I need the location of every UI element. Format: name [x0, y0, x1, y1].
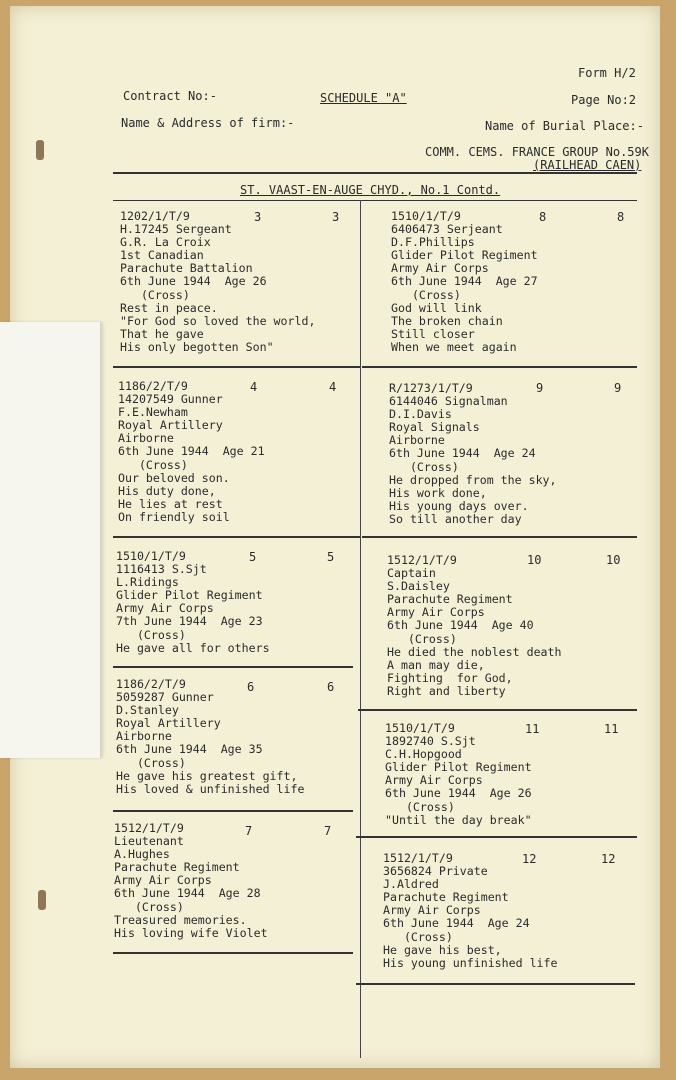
entry-line: 6th June 1944 Age 24: [383, 916, 530, 931]
grave-number: 6: [327, 680, 335, 694]
entry-line: (Cross): [389, 459, 459, 474]
entry-line: Army Air Corps: [387, 605, 485, 620]
entry-line: Glider Pilot Regiment: [391, 248, 538, 263]
entry-line: D.Stanley: [116, 703, 179, 718]
grave-number: 4: [329, 380, 337, 394]
entry-separator: [113, 536, 360, 538]
entry-line: 6th June 1944 Age 24: [389, 446, 536, 461]
entry-line: 1892740 S.Sjt: [385, 734, 476, 749]
entry-line: H.17245 Sergeant: [120, 222, 232, 237]
burial-entry: [114, 822, 268, 940]
grave-number: 10: [527, 553, 542, 567]
entry-line: 5059287 Gunner: [116, 690, 214, 705]
entry-line: Royal Signals: [389, 420, 480, 435]
entry-line: The broken chain: [391, 313, 503, 328]
entry-line: 6th June 1944 Age 26: [385, 786, 532, 801]
burial-entry: [389, 382, 557, 526]
entry-line: Rest in peace.: [120, 300, 218, 315]
schedule-title: SCHEDULE "A": [320, 91, 407, 105]
grave-number: 9: [536, 381, 544, 395]
entry-line: 6406473 Serjeant: [391, 222, 503, 237]
entry-line: His duty done,: [118, 483, 216, 498]
entry-line: Glider Pilot Regiment: [385, 760, 532, 775]
grave-number: 5: [249, 550, 257, 564]
entry-reference: 1186/2/T/9: [116, 677, 186, 691]
cemetery-title: ST. VAAST-EN-AUGE CHYD., No.1 Contd.: [240, 183, 501, 197]
entry-line: Royal Artillery: [116, 716, 221, 731]
entry-line: He dropped from the sky,: [389, 472, 557, 487]
burial-place-label: Name of Burial Place:-: [485, 119, 644, 133]
entry-line: (Cross): [118, 457, 188, 472]
grave-number: 5: [327, 550, 335, 564]
entry-line: F.E.Newham: [118, 405, 188, 420]
entry-line: He lies at rest: [118, 496, 223, 511]
entry-line: D.I.Davis: [389, 407, 452, 422]
entry-separator: [113, 952, 353, 954]
grave-number: 4: [250, 380, 258, 394]
entry-line: Captain: [387, 566, 436, 581]
entry-line: D.F.Phillips: [391, 235, 475, 250]
overlapping-paper-slip: [0, 322, 101, 758]
entry-line: Treasured memories.: [114, 912, 247, 927]
entry-reference: 1186/2/T/9: [118, 379, 188, 393]
grave-number: 7: [245, 824, 253, 838]
burial-entry: [116, 550, 270, 655]
page-number: Page No:2: [571, 93, 637, 107]
grave-number: 12: [522, 852, 537, 866]
entry-line: Royal Artillery: [118, 418, 223, 433]
entry-line: 6144046 Signalman: [389, 394, 508, 409]
entry-line: (Cross): [385, 799, 455, 814]
grave-number: 11: [604, 722, 619, 736]
entry-reference: 1512/1/T/9: [383, 851, 453, 865]
entry-line: Army Air Corps: [114, 873, 212, 888]
entry-reference: 1510/1/T/9: [116, 549, 186, 563]
entry-line: "For God so loved the world,: [120, 313, 316, 328]
grave-number: 12: [601, 852, 616, 866]
entry-line: 3656824 Private: [383, 864, 488, 879]
grave-number: 3: [254, 210, 262, 224]
entry-line: (Cross): [391, 287, 461, 302]
entry-reference: 1510/1/T/9: [391, 209, 461, 223]
grave-number: 7: [324, 824, 332, 838]
entry-line: (Cross): [114, 899, 184, 914]
punch-hole: [36, 140, 44, 160]
entry-line: Our beloved son.: [118, 470, 230, 485]
grave-number: 8: [617, 210, 625, 224]
entry-line: (Cross): [387, 631, 457, 646]
contract-label: Contract No:-: [123, 89, 217, 103]
entry-line: S.Daisley: [387, 579, 450, 594]
entry-line: Army Air Corps: [391, 261, 489, 276]
grave-number: 3: [332, 210, 340, 224]
burial-entry: [383, 852, 558, 970]
grave-number: 9: [614, 381, 622, 395]
entry-line: His young days over.: [389, 498, 529, 513]
header-rule: [113, 172, 637, 174]
grave-number: 10: [606, 553, 621, 567]
entry-line: G.R. La Croix: [120, 235, 211, 250]
entry-line: L.Ridings: [116, 575, 179, 590]
grave-number: 6: [247, 680, 255, 694]
entry-separator: [362, 366, 637, 368]
entry-line: He gave all for others: [116, 640, 270, 655]
entry-line: On friendly soil: [118, 509, 230, 524]
entry-line: Glider Pilot Regiment: [116, 588, 263, 603]
entry-line: 14207549 Gunner: [118, 392, 223, 407]
entry-line: So till another day: [389, 511, 522, 526]
entry-line: His work done,: [389, 485, 487, 500]
entry-line: 6th June 1944 Age 21: [118, 444, 265, 459]
entry-line: A.Hughes: [114, 847, 170, 862]
entry-line: His only begotten Son": [120, 339, 274, 354]
entry-reference: R/1273/1/T/9: [389, 381, 473, 395]
entry-line: That he gave: [120, 326, 204, 341]
burial-entry: [120, 210, 315, 354]
burial-entry: [118, 380, 265, 524]
entry-line: Parachute Regiment: [387, 592, 513, 607]
entry-separator: [356, 983, 635, 985]
entry-reference: 1512/1/T/9: [114, 821, 184, 835]
entry-line: He died the noblest death: [387, 644, 562, 659]
punch-hole: [38, 890, 46, 910]
entry-line: Still closer: [391, 326, 475, 341]
entry-line: 1st Canadian: [120, 248, 204, 263]
burial-entry: [385, 722, 532, 827]
entry-line: (Cross): [116, 627, 186, 642]
entry-line: His young unfinished life: [383, 955, 558, 970]
burial-place-line1: COMM. CEMS. FRANCE GROUP No.59K: [425, 145, 649, 159]
entry-line: He gave his best,: [383, 942, 502, 957]
entry-line: His loving wife Violet: [114, 925, 268, 940]
entry-line: 7th June 1944 Age 23: [116, 614, 263, 629]
entry-reference: 1510/1/T/9: [385, 721, 455, 735]
entry-reference: 1512/1/T/9: [387, 553, 457, 567]
form-number: Form H/2: [578, 66, 636, 80]
entry-line: Army Air Corps: [383, 903, 481, 918]
entry-line: His loved & unfinished life: [116, 781, 305, 796]
entry-separator: [113, 810, 353, 812]
entry-line: Airborne: [116, 729, 172, 744]
entry-line: He gave his greatest gift,: [116, 768, 298, 783]
entry-line: 6th June 1944 Age 40: [387, 618, 534, 633]
burial-entry: [116, 678, 304, 796]
entry-line: "Until the day break": [385, 812, 532, 827]
grave-number: 11: [525, 722, 540, 736]
entry-line: God will link: [391, 300, 482, 315]
entry-line: Army Air Corps: [385, 773, 483, 788]
entry-line: A man may die,: [387, 657, 485, 672]
entry-line: (Cross): [120, 287, 190, 302]
entry-line: (Cross): [116, 755, 186, 770]
firm-label: Name & Address of firm:-: [121, 116, 295, 130]
entry-separator: [356, 836, 637, 838]
entry-line: When we meet again: [391, 339, 517, 354]
bleed-through-text: [4, 362, 98, 377]
entry-separator: [113, 666, 353, 668]
entry-line: Fighting for God,: [387, 670, 513, 685]
entry-line: (Cross): [383, 929, 453, 944]
entry-line: Parachute Regiment: [114, 860, 240, 875]
grave-number: 8: [539, 210, 547, 224]
burial-entry: [387, 554, 562, 698]
entry-line: 6th June 1944 Age 28: [114, 886, 261, 901]
entry-line: Airborne: [118, 431, 174, 446]
entry-line: C.H.Hopgood: [385, 747, 462, 762]
entry-line: 6th June 1944 Age 35: [116, 742, 263, 757]
entry-separator: [358, 709, 637, 711]
entry-separator: [362, 536, 637, 538]
entry-line: Airborne: [389, 433, 445, 448]
burial-entry: [391, 210, 538, 354]
burial-place-line2: (RAILHEAD CAEN): [533, 158, 642, 172]
entry-separator: [113, 366, 360, 368]
entry-reference: 1202/1/T/9: [120, 209, 190, 223]
entry-line: 6th June 1944 Age 27: [391, 274, 538, 289]
column-divider: [360, 200, 361, 1058]
entry-line: Parachute Battalion: [120, 261, 253, 276]
entry-line: Lieutenant: [114, 834, 184, 849]
entry-line: Right and liberty: [387, 683, 506, 698]
entry-line: J.Aldred: [383, 877, 439, 892]
header-rule-2: [113, 200, 637, 201]
entry-line: 1116413 S.Sjt: [116, 562, 207, 577]
entry-line: 6th June 1944 Age 26: [120, 274, 267, 289]
entry-line: Army Air Corps: [116, 601, 214, 616]
entry-line: Parachute Regiment: [383, 890, 509, 905]
